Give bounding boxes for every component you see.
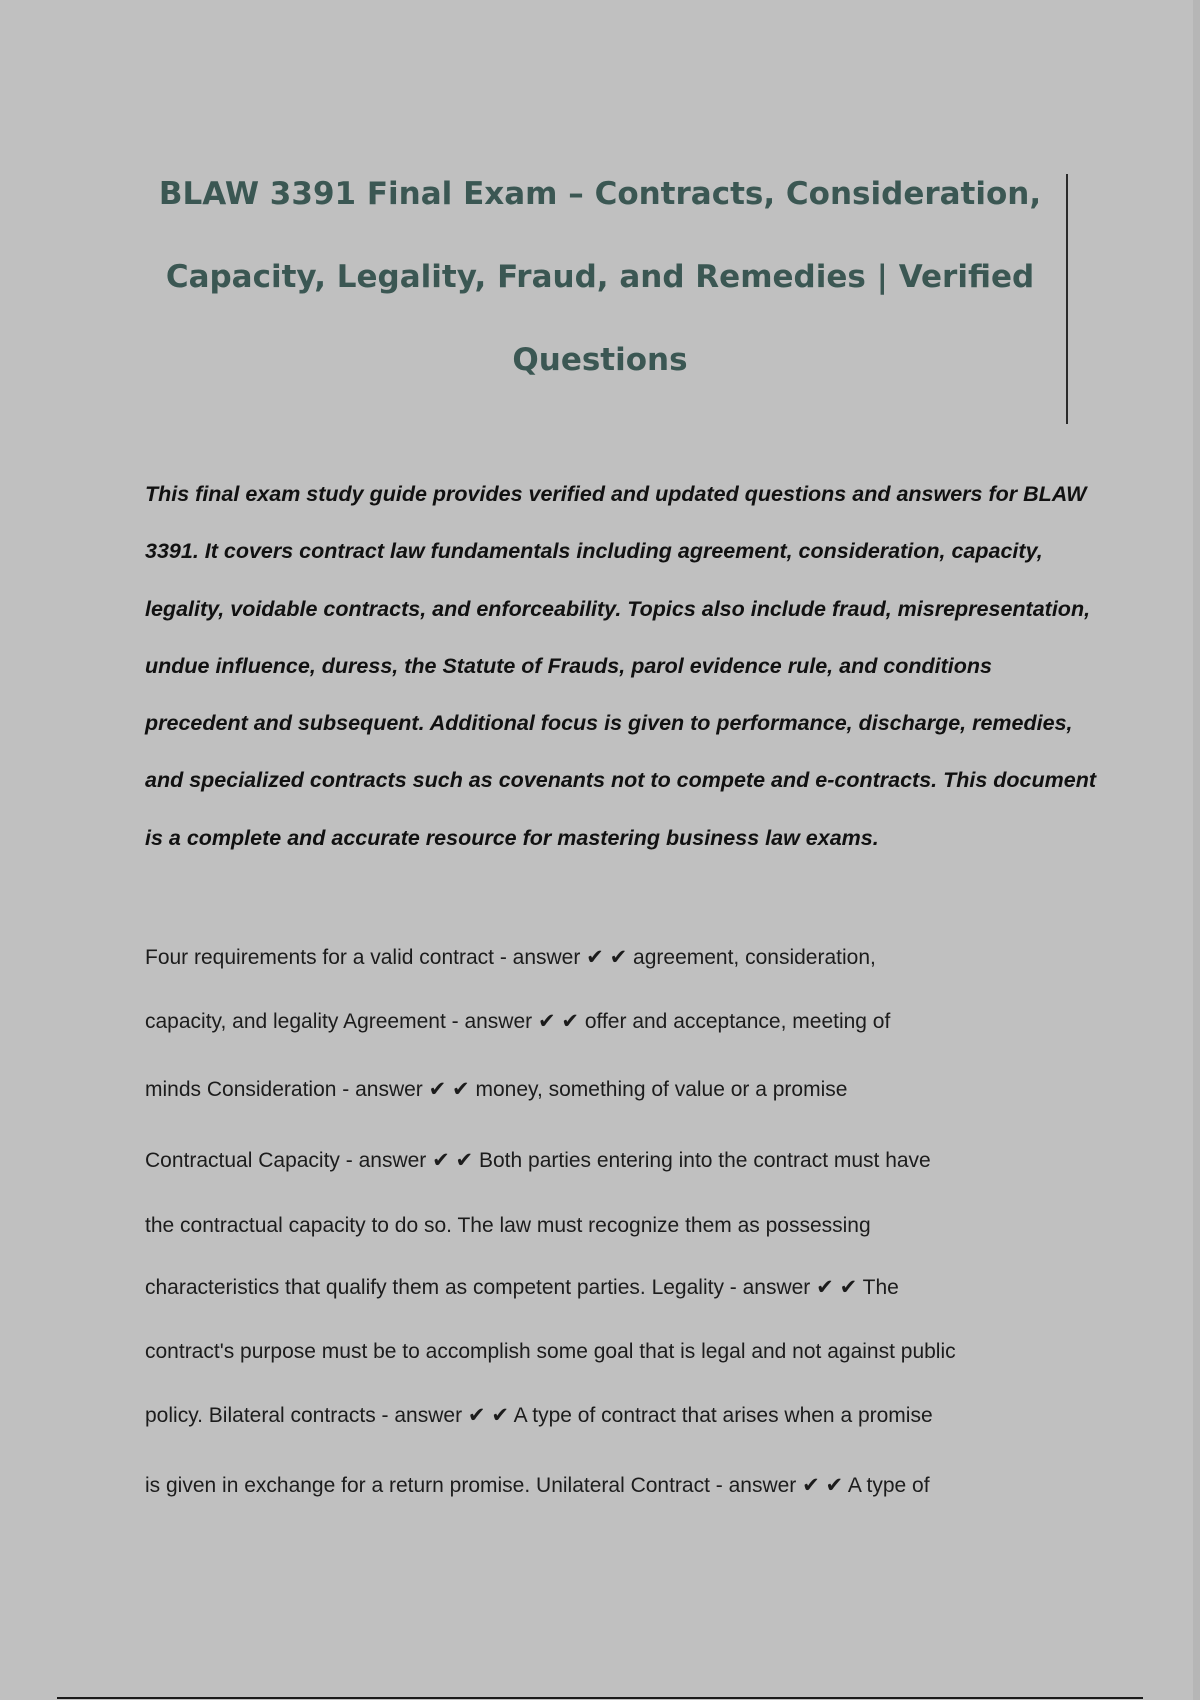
abstract-line: legality, voidable contracts, and enforceability. Topics also include fraud, misrepresentation, <box>145 596 1091 621</box>
abstract-paragraph <box>145 466 1096 867</box>
abstract-line: undue influence, duress, the Statute of Frauds, parol evidence rule, and conditions <box>145 653 992 678</box>
body-line: contract's purpose must be to accomplish some goal that is legal and not against public <box>145 1340 956 1363</box>
body-line: the contractual capacity to do so. The law must recognize them as possessing <box>145 1214 871 1237</box>
body-line: is given in exchange for a return promise. Unilateral Contract - answer ✔ ✔ A type of <box>145 1474 930 1497</box>
abstract-line: This final exam study guide provides verified and updated questions and answers for BLAW <box>145 482 1087 506</box>
body-line: characteristics that qualify them as competent parties. Legality - answer ✔ ✔ The <box>145 1276 899 1299</box>
document-title <box>150 153 1050 402</box>
abstract-line: precedent and subsequent. Additional focus is given to performance, discharge, remedies, <box>145 711 1073 736</box>
abstract-line: is a complete and accurate resource for mastering business law exams. <box>145 825 879 850</box>
abstract-line: and specialized contracts such as covenants not to compete and e-contracts. This document <box>145 768 1096 793</box>
abstract-line: 3391. It covers contract law fundamentals including agreement, consideration, capacity, <box>145 539 1043 564</box>
page-bottom-rule <box>57 1697 1143 1699</box>
title-line: Questions <box>512 342 688 378</box>
title-line: BLAW 3391 Final Exam – Contracts, Consideration, <box>158 176 1042 212</box>
body-line: Contractual Capacity - answer ✔ ✔ Both parties entering into the contract must have <box>145 1149 931 1172</box>
title-line: Capacity, Legality, Fraud, and Remedies | Verified <box>165 259 1035 295</box>
qa-body-text <box>145 926 1060 1518</box>
body-line: policy. Bilateral contracts - answer ✔ ✔ A type of contract that arises when a promise <box>145 1404 933 1427</box>
body-line: capacity, and legality Agreement - answer ✔ ✔ offer and acceptance, meeting of <box>145 1010 891 1033</box>
body-line: Four requirements for a valid contract - answer ✔ ✔ agreement, consideration, <box>145 946 876 969</box>
body-line: minds Consideration - answer ✔ ✔ money, something of value or a promise <box>145 1078 848 1101</box>
page-edge-shadow <box>1193 0 1200 1700</box>
title-side-rule <box>1066 174 1068 424</box>
